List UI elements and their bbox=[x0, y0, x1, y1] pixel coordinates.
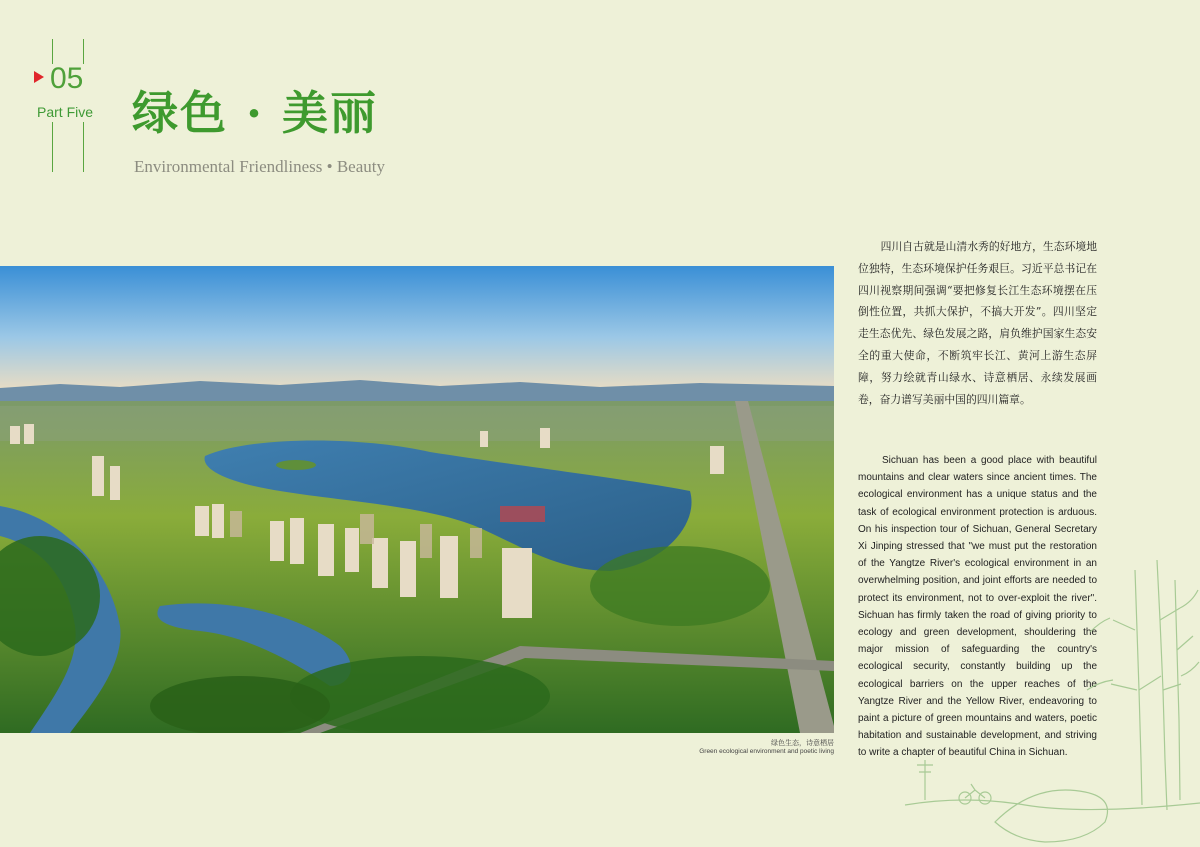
part-label: Part Five bbox=[37, 104, 94, 120]
photo-caption-en: Green ecological environment and poetic living bbox=[699, 748, 834, 755]
aerial-city-photo bbox=[0, 266, 834, 733]
photo-caption-cn: 绿色生态，诗意栖居 bbox=[771, 740, 834, 747]
red-triangle-icon bbox=[34, 71, 44, 83]
page-subtitle: Environmental Friendliness • Beauty bbox=[134, 157, 385, 176]
bamboo-sketch-illustration bbox=[895, 560, 1200, 843]
page-title: 绿色 · 美丽 bbox=[132, 86, 379, 140]
body-paragraph-en: Sichuan has been a good place with beautiful mountains and clear waters since ancient times. The ecological environment has a unique status and the task of ecological environment protection is arduous. On his inspection tour of Sichuan, General Secretary Xi Jinping stressed that "we must put the restoration of the Yangtze River's ecological environment in an overwhelming position, and joint efforts are needed to protect its environment, not to over-exploit the river". Sichuan has firmly taken the road of giving priority to ecology and green development, shouldering the major mission of safeguarding the country's ecological security, constantly building up the ecological barriers on the upper reaches of the Yangtze River and the Yellow River, endeavoring to paint a picture of green mountains and waters, poetic habitation and sustainable development, and striving to write a chapter of beautiful China in Sichuan. bbox=[858, 455, 1097, 759]
body-paragraph-cn: 四川自古就是山清水秀的好地方，生态环境地位独特，生态环境保护任务艰巨。习近平总书记在四川视察期间强调“要把修复长江生态环境摆在压倒性位置，共抓大保护，不搞大开发”。四川坚定走生态优先、绿色发展之路，肩负维护国家生态安全的重大使命，不断筑牢长江、黄河上游生态屏障，努力绘就青山绿水、诗意栖居、永续发展画卷，奋力谱写美丽中国的四川篇章。 bbox=[858, 240, 1097, 406]
part-number: 05 bbox=[50, 62, 84, 95]
